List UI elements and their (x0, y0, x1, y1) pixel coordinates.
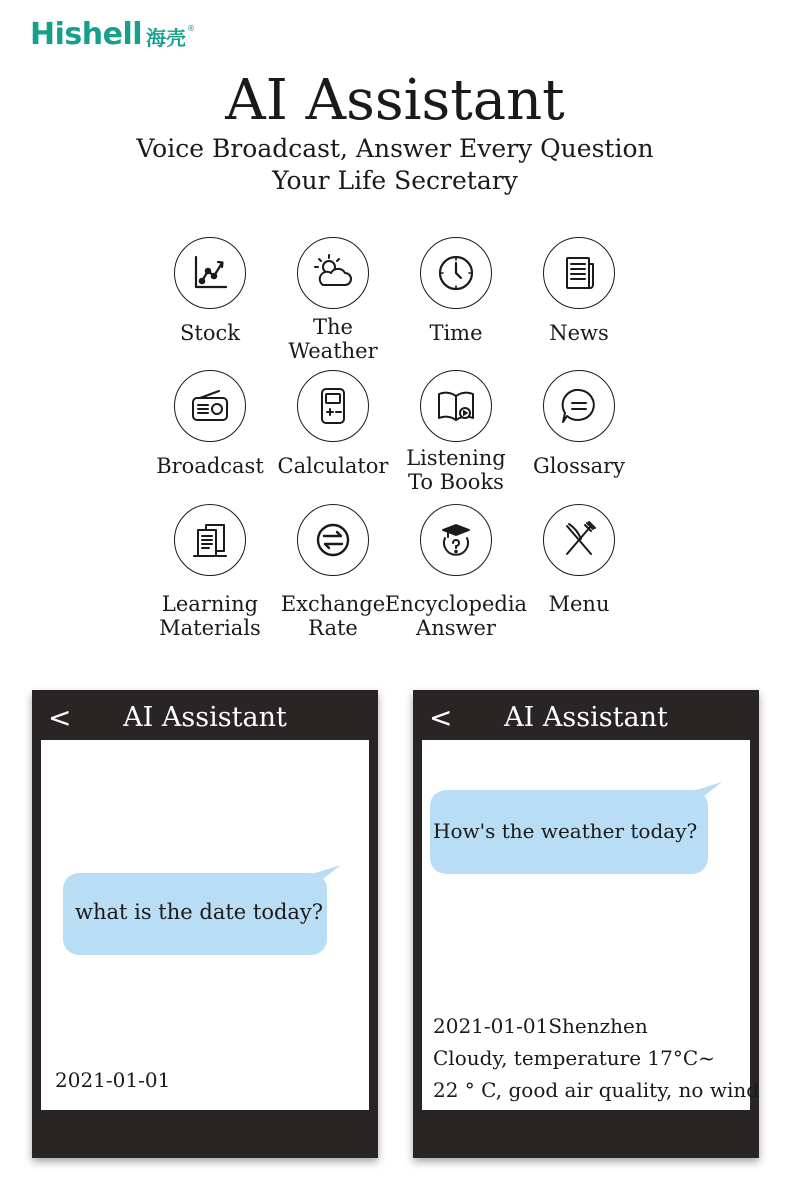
back-button[interactable]: < (429, 701, 453, 734)
feature-label-news: News (549, 321, 609, 345)
feature-label-exchange-rate: Exchange Rate (280, 592, 386, 640)
answer-line: 2021-01-01 (55, 1068, 171, 1092)
question-text: what is the date today? (75, 900, 324, 924)
question-text: How's the weather today? (433, 819, 698, 843)
newspaper-icon (543, 237, 615, 309)
feature-label-calculator: Calculator (277, 454, 389, 478)
device-screen-weather (413, 690, 759, 1158)
fork-knife-icon (543, 504, 615, 576)
feature-label-broadcast: Broadcast (156, 454, 264, 478)
feature-label-stock: Stock (180, 321, 240, 345)
clock-icon (420, 237, 492, 309)
bubble-tail (696, 782, 722, 802)
page-subtitle-2: Your Life Secretary (272, 166, 518, 195)
feature-label-menu: Menu (548, 592, 610, 616)
calculator-icon (297, 370, 369, 442)
answer-line-1: 2021-01-01Shenzhen (433, 1014, 648, 1038)
page-title: AI Assistant (225, 68, 565, 133)
back-button[interactable]: < (48, 701, 72, 734)
screen-title: AI Assistant (123, 702, 287, 733)
graduation-question-icon (420, 504, 492, 576)
exchange-icon (297, 504, 369, 576)
answer-line-2: Cloudy, temperature 17°C~ (433, 1046, 715, 1070)
feature-label-listening-books: Listening To Books (406, 446, 506, 494)
question-bubble (430, 790, 708, 874)
screen-title: AI Assistant (504, 702, 668, 733)
device-screen-date (32, 690, 378, 1158)
radio-icon (174, 370, 246, 442)
stock-chart-icon (174, 237, 246, 309)
bubble-tail (315, 865, 341, 885)
feature-label-glossary: Glossary (532, 454, 626, 478)
audiobook-icon (420, 370, 492, 442)
brand-logo (30, 18, 195, 52)
documents-icon (174, 504, 246, 576)
chat-bubble-icon (543, 370, 615, 442)
page-subtitle-1: Voice Broadcast, Answer Every Question (136, 134, 654, 163)
feature-label-time: Time (429, 321, 483, 345)
chat-area (41, 740, 369, 1110)
feature-label-learning-materials: Learning Materials (159, 592, 261, 640)
answer-line-3: 22 ° C, good air quality, no wind (433, 1078, 760, 1102)
brand-name-cn: 海壳 (146, 26, 187, 50)
registered-mark: ® (187, 24, 196, 33)
weather-icon (297, 237, 369, 309)
question-bubble (63, 873, 327, 955)
chat-area (422, 740, 760, 1110)
feature-label-encyclopedia: Encyclopedia Answer (384, 592, 528, 640)
feature-label-weather: The Weather (288, 315, 378, 363)
brand-name: Hishell (30, 17, 143, 52)
